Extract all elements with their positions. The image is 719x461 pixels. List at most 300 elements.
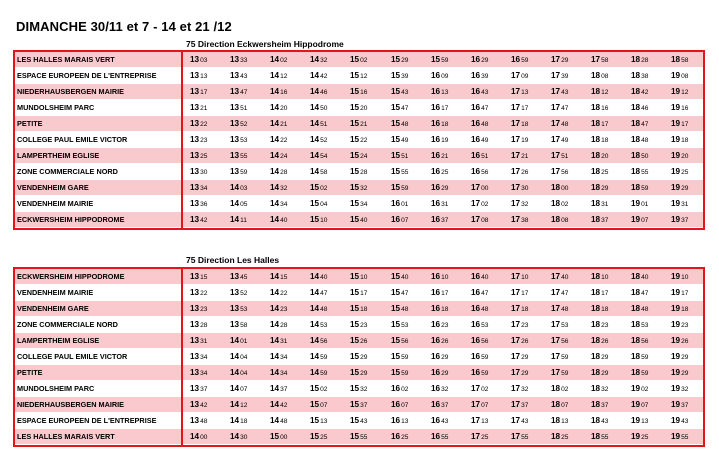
departure-time <box>471 269 488 284</box>
departure-time <box>631 116 648 131</box>
departure-time <box>270 196 287 211</box>
time-minute: 53 <box>240 137 248 144</box>
time-hour: 14 <box>310 55 320 64</box>
time-minute: 58 <box>240 322 248 329</box>
time-minute: 53 <box>561 322 569 329</box>
time-hour: 15 <box>391 103 401 112</box>
time-minute: 19 <box>441 137 449 144</box>
time-minute: 37 <box>441 402 449 409</box>
departure-time <box>671 397 688 412</box>
time-hour: 13 <box>190 199 200 208</box>
time-hour: 15 <box>350 119 360 128</box>
time-hour: 15 <box>350 336 360 345</box>
time-minute: 34 <box>280 201 288 208</box>
time-hour: 14 <box>310 71 320 80</box>
time-minute: 29 <box>360 370 368 377</box>
time-minute: 59 <box>481 354 489 361</box>
time-hour: 16 <box>471 272 481 281</box>
table-row <box>13 100 705 116</box>
time-minute: 02 <box>641 386 649 393</box>
time-hour: 18 <box>591 416 601 425</box>
time-minute: 48 <box>561 121 569 128</box>
time-hour: 14 <box>310 167 320 176</box>
departure-time <box>230 196 247 211</box>
time-minute: 47 <box>320 290 328 297</box>
time-hour: 13 <box>230 320 240 329</box>
time-minute: 17 <box>681 290 689 297</box>
departure-time <box>471 381 488 396</box>
time-minute: 22 <box>280 290 288 297</box>
time-hour: 16 <box>471 288 481 297</box>
departure-time <box>511 317 528 332</box>
time-minute: 32 <box>360 386 368 393</box>
departure-time <box>230 317 247 332</box>
departure-time <box>631 349 648 364</box>
time-minute: 59 <box>561 354 569 361</box>
time-hour: 17 <box>551 368 561 377</box>
time-minute: 29 <box>601 185 609 192</box>
stop-name: ECKWERSHEIM HIPPODROME <box>17 215 125 224</box>
time-minute: 31 <box>441 201 449 208</box>
table-row <box>13 148 705 164</box>
time-hour: 14 <box>270 119 280 128</box>
departure-time <box>431 52 448 67</box>
time-minute: 08 <box>481 217 489 224</box>
departure-time <box>431 100 448 115</box>
time-hour: 19 <box>671 336 681 345</box>
departure-time <box>551 68 568 83</box>
departure-time <box>431 132 448 147</box>
departure-time <box>190 148 207 163</box>
stop-name: PETITE <box>17 368 43 377</box>
time-minute: 24 <box>280 153 288 160</box>
time-minute: 46 <box>320 89 328 96</box>
time-hour: 14 <box>270 167 280 176</box>
departure-time <box>551 269 568 284</box>
time-minute: 09 <box>441 73 449 80</box>
time-minute: 29 <box>360 354 368 361</box>
departure-time <box>431 269 448 284</box>
departure-time <box>190 180 207 195</box>
departure-time <box>190 212 207 227</box>
time-minute: 48 <box>320 306 328 313</box>
departure-time <box>391 301 408 316</box>
time-hour: 15 <box>391 87 401 96</box>
time-minute: 01 <box>240 338 248 345</box>
time-minute: 39 <box>401 73 409 80</box>
time-hour: 18 <box>591 384 601 393</box>
time-hour: 13 <box>230 272 240 281</box>
time-hour: 17 <box>551 119 561 128</box>
time-hour: 14 <box>310 288 320 297</box>
time-minute: 07 <box>240 386 248 393</box>
departure-time <box>391 132 408 147</box>
time-hour: 19 <box>671 183 681 192</box>
time-hour: 15 <box>350 432 360 441</box>
departure-time <box>230 269 247 284</box>
departure-time <box>631 333 648 348</box>
time-hour: 16 <box>391 215 401 224</box>
departure-time <box>350 100 367 115</box>
time-hour: 19 <box>671 384 681 393</box>
time-minute: 55 <box>441 434 449 441</box>
time-hour: 18 <box>551 183 561 192</box>
time-minute: 02 <box>360 57 368 64</box>
time-minute: 22 <box>360 137 368 144</box>
departure-time <box>511 68 528 83</box>
time-hour: 17 <box>511 304 521 313</box>
departure-time <box>591 333 608 348</box>
departure-time <box>190 269 207 284</box>
time-minute: 56 <box>561 169 569 176</box>
departure-time <box>631 317 648 332</box>
time-minute: 32 <box>280 185 288 192</box>
time-minute: 28 <box>280 322 288 329</box>
time-hour: 13 <box>190 304 200 313</box>
departure-time <box>631 397 648 412</box>
time-minute: 49 <box>561 137 569 144</box>
departure-time <box>551 285 568 300</box>
time-hour: 14 <box>270 304 280 313</box>
departure-time <box>431 317 448 332</box>
table-row <box>13 164 705 180</box>
departure-time <box>471 301 488 316</box>
departure-time <box>350 333 367 348</box>
time-hour: 14 <box>270 151 280 160</box>
departure-time <box>391 349 408 364</box>
time-hour: 15 <box>391 272 401 281</box>
departure-time <box>631 164 648 179</box>
time-hour: 14 <box>310 368 320 377</box>
departure-time <box>511 301 528 316</box>
time-minute: 08 <box>601 73 609 80</box>
departure-time <box>631 285 648 300</box>
time-hour: 19 <box>671 432 681 441</box>
departure-time <box>671 100 688 115</box>
time-minute: 30 <box>200 169 208 176</box>
departure-time <box>310 52 327 67</box>
time-minute: 59 <box>401 354 409 361</box>
time-minute: 17 <box>521 105 529 112</box>
time-hour: 14 <box>230 432 240 441</box>
page-title: DIMANCHE 30/11 et 7 - 14 et 21 /12 <box>16 19 232 34</box>
time-minute: 18 <box>521 121 529 128</box>
time-minute: 40 <box>561 274 569 281</box>
stop-name: VENDENHEIM GARE <box>17 183 89 192</box>
departure-time <box>310 100 327 115</box>
time-hour: 16 <box>431 400 441 409</box>
time-hour: 14 <box>270 416 280 425</box>
time-hour: 18 <box>631 135 641 144</box>
time-minute: 53 <box>320 322 328 329</box>
departure-time <box>511 132 528 147</box>
departure-time <box>310 68 327 83</box>
departure-time <box>551 429 568 444</box>
time-minute: 31 <box>200 338 208 345</box>
departure-time <box>230 413 247 428</box>
departure-time <box>431 116 448 131</box>
time-hour: 15 <box>391 71 401 80</box>
departure-time <box>671 132 688 147</box>
departure-time <box>270 349 287 364</box>
time-minute: 51 <box>481 153 489 160</box>
time-minute: 07 <box>401 402 409 409</box>
time-hour: 17 <box>551 272 561 281</box>
departure-time <box>310 317 327 332</box>
departure-time <box>631 365 648 380</box>
departure-time <box>230 180 247 195</box>
departure-time <box>591 116 608 131</box>
departure-time <box>471 365 488 380</box>
time-hour: 16 <box>431 272 441 281</box>
time-minute: 02 <box>481 201 489 208</box>
departure-time <box>431 84 448 99</box>
time-minute: 59 <box>401 370 409 377</box>
departure-time <box>631 84 648 99</box>
time-hour: 15 <box>391 167 401 176</box>
table-row <box>13 317 705 333</box>
time-minute: 13 <box>441 89 449 96</box>
departure-time <box>190 349 207 364</box>
departure-time <box>391 52 408 67</box>
time-minute: 12 <box>280 73 288 80</box>
departure-time <box>350 301 367 316</box>
departure-time <box>671 68 688 83</box>
time-hour: 16 <box>431 119 441 128</box>
time-hour: 17 <box>471 384 481 393</box>
departure-time <box>270 317 287 332</box>
departure-time <box>190 196 207 211</box>
time-hour: 17 <box>511 320 521 329</box>
departure-time <box>350 413 367 428</box>
departure-time <box>551 397 568 412</box>
stop-name: LES HALLES MARAIS VERT <box>17 432 115 441</box>
time-minute: 47 <box>641 290 649 297</box>
timetable-grid <box>13 267 705 447</box>
time-hour: 16 <box>431 432 441 441</box>
time-minute: 29 <box>441 370 449 377</box>
time-minute: 25 <box>441 169 449 176</box>
time-hour: 17 <box>551 55 561 64</box>
time-minute: 50 <box>320 105 328 112</box>
time-minute: 56 <box>481 169 489 176</box>
time-minute: 26 <box>521 169 529 176</box>
time-minute: 30 <box>521 185 529 192</box>
time-hour: 15 <box>310 432 320 441</box>
time-minute: 40 <box>641 274 649 281</box>
time-minute: 47 <box>561 105 569 112</box>
time-minute: 22 <box>200 290 208 297</box>
time-minute: 21 <box>521 153 529 160</box>
time-minute: 02 <box>320 386 328 393</box>
departure-time <box>631 381 648 396</box>
time-minute: 16 <box>601 105 609 112</box>
time-minute: 52 <box>320 137 328 144</box>
departure-time <box>270 397 287 412</box>
departure-time <box>431 196 448 211</box>
time-hour: 13 <box>230 135 240 144</box>
departure-time <box>310 164 327 179</box>
time-hour: 19 <box>671 288 681 297</box>
departure-time <box>471 132 488 147</box>
time-hour: 18 <box>631 288 641 297</box>
departure-time <box>431 349 448 364</box>
time-hour: 17 <box>511 183 521 192</box>
time-hour: 17 <box>471 199 481 208</box>
time-hour: 14 <box>310 352 320 361</box>
time-hour: 18 <box>631 167 641 176</box>
time-minute: 42 <box>200 217 208 224</box>
time-hour: 18 <box>631 272 641 281</box>
time-hour: 17 <box>511 167 521 176</box>
table-row <box>13 196 705 212</box>
departure-time <box>591 301 608 316</box>
time-minute: 34 <box>200 354 208 361</box>
departure-time <box>350 196 367 211</box>
time-hour: 13 <box>190 320 200 329</box>
timetable-grid <box>13 50 705 230</box>
time-hour: 19 <box>631 416 641 425</box>
time-hour: 16 <box>431 215 441 224</box>
time-hour: 16 <box>431 384 441 393</box>
time-hour: 15 <box>350 304 360 313</box>
time-hour: 15 <box>350 151 360 160</box>
departure-time <box>230 164 247 179</box>
departure-time <box>471 100 488 115</box>
time-hour: 17 <box>511 272 521 281</box>
departure-time <box>431 397 448 412</box>
time-minute: 29 <box>681 185 689 192</box>
table-row <box>13 68 705 84</box>
time-minute: 28 <box>641 57 649 64</box>
time-minute: 26 <box>601 338 609 345</box>
departure-time <box>230 212 247 227</box>
departure-time <box>631 100 648 115</box>
time-hour: 19 <box>631 384 641 393</box>
time-minute: 32 <box>521 201 529 208</box>
time-hour: 16 <box>471 304 481 313</box>
time-minute: 17 <box>200 89 208 96</box>
departure-time <box>350 365 367 380</box>
time-minute: 13 <box>320 418 328 425</box>
departure-time <box>551 317 568 332</box>
stop-name: COLLEGE PAUL EMILE VICTOR <box>17 352 128 361</box>
departure-time <box>270 148 287 163</box>
time-minute: 02 <box>401 386 409 393</box>
departure-time <box>190 397 207 412</box>
time-minute: 48 <box>481 306 489 313</box>
table-row <box>13 116 705 132</box>
departure-time <box>511 52 528 67</box>
time-hour: 15 <box>310 384 320 393</box>
time-minute: 00 <box>561 185 569 192</box>
time-hour: 16 <box>391 416 401 425</box>
departure-time <box>391 413 408 428</box>
time-hour: 15 <box>270 432 280 441</box>
time-minute: 22 <box>280 137 288 144</box>
departure-time <box>391 148 408 163</box>
time-minute: 02 <box>481 386 489 393</box>
departure-time <box>671 212 688 227</box>
time-minute: 18 <box>441 306 449 313</box>
time-hour: 14 <box>310 119 320 128</box>
time-hour: 17 <box>471 215 481 224</box>
time-hour: 19 <box>671 119 681 128</box>
time-hour: 16 <box>391 384 401 393</box>
time-hour: 17 <box>551 87 561 96</box>
departure-time <box>671 180 688 195</box>
time-hour: 15 <box>310 400 320 409</box>
time-hour: 13 <box>190 400 200 409</box>
time-hour: 17 <box>511 352 521 361</box>
time-minute: 43 <box>240 73 248 80</box>
departure-time <box>270 269 287 284</box>
departure-time <box>190 285 207 300</box>
time-hour: 13 <box>190 215 200 224</box>
time-hour: 19 <box>671 71 681 80</box>
time-minute: 43 <box>521 418 529 425</box>
time-minute: 32 <box>681 386 689 393</box>
time-hour: 16 <box>471 368 481 377</box>
time-hour: 16 <box>471 103 481 112</box>
departure-time <box>631 269 648 284</box>
time-hour: 17 <box>511 71 521 80</box>
time-hour: 15 <box>350 384 360 393</box>
time-minute: 40 <box>360 217 368 224</box>
departure-time <box>190 413 207 428</box>
departure-time <box>591 381 608 396</box>
departure-time <box>631 212 648 227</box>
table-row <box>13 301 705 317</box>
time-minute: 45 <box>240 274 248 281</box>
time-hour: 19 <box>671 87 681 96</box>
time-minute: 29 <box>601 354 609 361</box>
departure-time <box>511 180 528 195</box>
departure-time <box>631 132 648 147</box>
departure-time <box>511 84 528 99</box>
time-hour: 15 <box>391 119 401 128</box>
time-minute: 48 <box>280 418 288 425</box>
departure-time <box>391 317 408 332</box>
departure-time <box>230 381 247 396</box>
direction-label: 75 Direction Les Halles <box>186 255 280 265</box>
time-minute: 25 <box>200 153 208 160</box>
departure-time <box>511 212 528 227</box>
time-hour: 15 <box>391 352 401 361</box>
time-minute: 37 <box>681 402 689 409</box>
time-hour: 14 <box>310 304 320 313</box>
time-hour: 18 <box>591 119 601 128</box>
time-hour: 16 <box>431 87 441 96</box>
time-hour: 14 <box>230 199 240 208</box>
departure-time <box>230 52 247 67</box>
time-minute: 43 <box>401 89 409 96</box>
time-minute: 21 <box>280 121 288 128</box>
time-minute: 17 <box>521 290 529 297</box>
time-minute: 48 <box>401 306 409 313</box>
departure-time <box>431 148 448 163</box>
departure-time <box>350 381 367 396</box>
time-hour: 18 <box>591 135 601 144</box>
time-minute: 07 <box>641 217 649 224</box>
time-minute: 17 <box>441 290 449 297</box>
departure-time <box>431 413 448 428</box>
departure-time <box>671 317 688 332</box>
time-minute: 55 <box>521 434 529 441</box>
time-minute: 55 <box>401 169 409 176</box>
time-hour: 13 <box>190 55 200 64</box>
time-hour: 16 <box>471 119 481 128</box>
